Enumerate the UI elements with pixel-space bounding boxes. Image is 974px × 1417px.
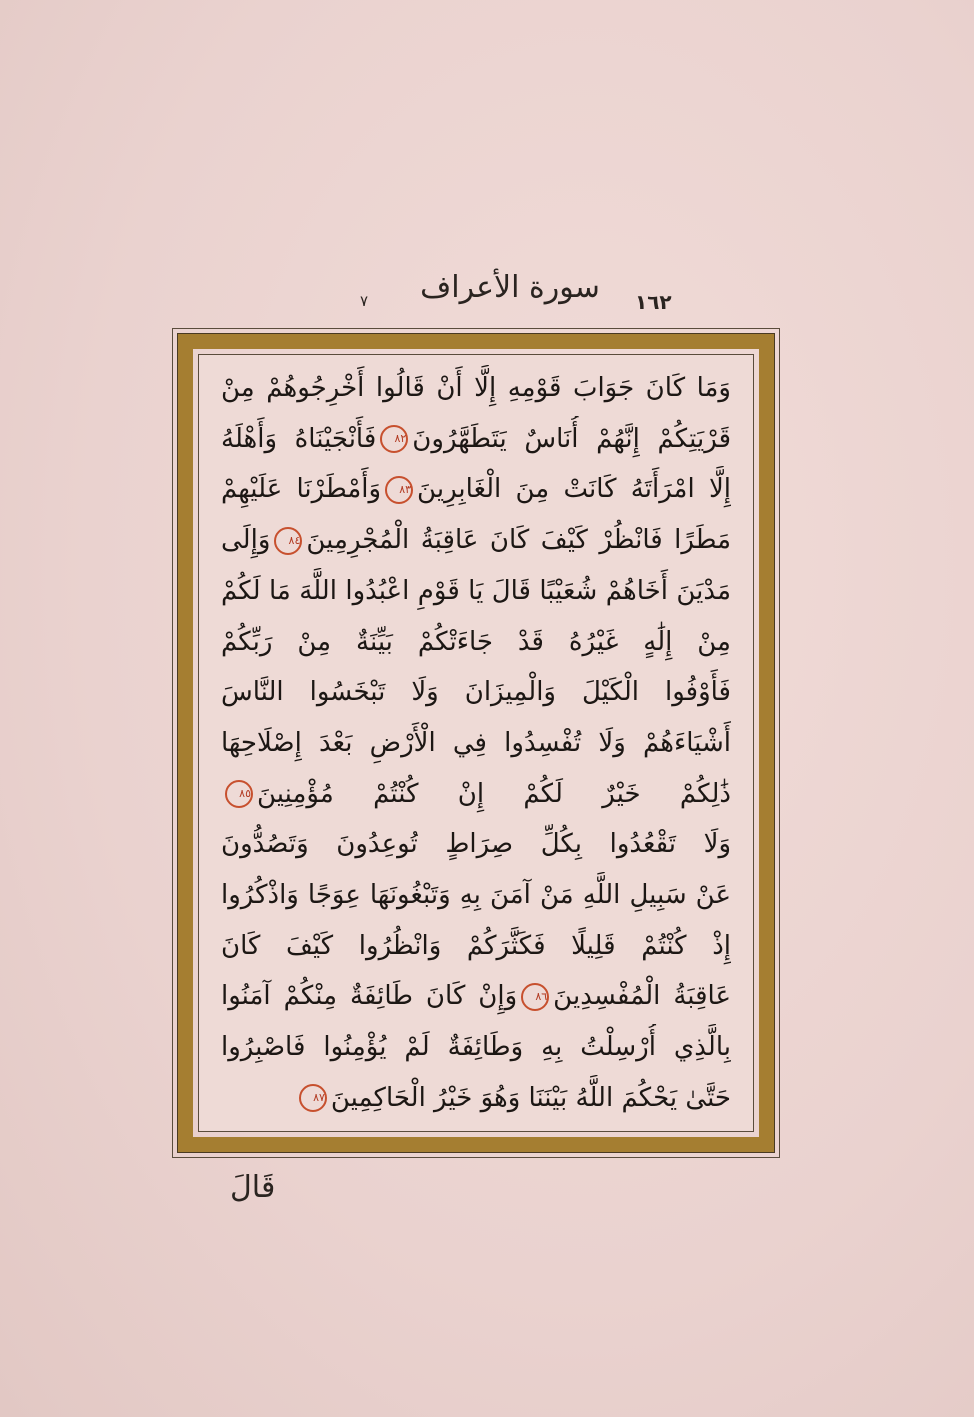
verse-text: بِالَّذِي أُرْسِلْتُ بِهِ وَطَائِفَةٌ لَمْ يُؤْمِنُوا فَاصْبِرُوا — [221, 1032, 731, 1063]
verse-text: أَشْيَاءَهُمْ وَلَا تُفْسِدُوا فِي الْأَرْضِ بَعْدَ إِصْلَاحِهَا — [221, 727, 731, 758]
verse-line — [221, 517, 731, 563]
ayah-marker-icon: ٨٦ — [521, 983, 549, 1011]
ayah-marker-icon: ٨٥ — [225, 780, 253, 808]
verse-line — [221, 821, 731, 867]
verse-text-continued: وَإِلَى — [221, 525, 271, 556]
verse-line — [221, 365, 731, 411]
ayah-marker-icon: ٨٣ — [385, 476, 413, 504]
catchword: قَالَ — [230, 1170, 276, 1205]
verse-text: إِلَّا امْرَأَتَهُ كَانَتْ مِنَ الْغَابِرِينَ — [417, 474, 731, 505]
ayah-marker-icon: ٨٢ — [380, 425, 408, 453]
verse-line — [221, 720, 731, 766]
verse-text: عَنْ سَبِيلِ اللَّهِ مَنْ آمَنَ بِهِ وَتَبْغُونَهَا عِوَجًا وَاذْكُرُوا — [221, 880, 731, 911]
verse-text: مَدْيَنَ أَخَاهُمْ شُعَيْبًا قَالَ يَا قَوْمِ اعْبُدُوا اللَّهَ مَا لَكُمْ — [221, 575, 731, 606]
text-block — [198, 354, 754, 1132]
verse-text: وَلَا تَقْعُدُوا بِكُلِّ صِرَاطٍ تُوعِدُونَ وَتَصُدُّونَ — [221, 829, 731, 860]
page-header — [180, 270, 800, 330]
verse-line — [221, 568, 731, 614]
verse-line — [221, 416, 731, 462]
verse-line — [221, 872, 731, 918]
surah-number: ٧ — [360, 292, 369, 310]
verse-text: حَتَّىٰ يَحْكُمَ اللَّهُ بَيْنَنَا وَهُوَ خَيْرُ الْحَاكِمِينَ — [330, 1082, 731, 1113]
verse-line — [221, 771, 731, 817]
verse-line — [221, 923, 731, 969]
surah-title: سورة الأعراف — [420, 270, 600, 305]
verse-line — [221, 466, 731, 512]
verse-text: عَاقِبَةُ الْمُفْسِدِينَ — [553, 981, 731, 1012]
verse-line — [221, 1075, 731, 1121]
text-frame — [172, 328, 780, 1158]
verse-text: ذَٰلِكُمْ خَيْرٌ لَكُمْ إِنْ كُنْتُمْ مُؤْمِنِينَ — [257, 778, 731, 809]
verse-text: مِنْ إِلَٰهٍ غَيْرُهُ قَدْ جَاءَتْكُمْ بَيِّنَةٌ مِنْ رَبِّكُمْ — [221, 626, 731, 657]
verse-text-continued: فَأَنْجَيْنَاهُ وَأَهْلَهُ — [221, 423, 377, 454]
verse-line — [221, 619, 731, 665]
ayah-marker-icon: ٨٤ — [274, 527, 302, 555]
verse-text: فَأَوْفُوا الْكَيْلَ وَالْمِيزَانَ وَلَا تَبْخَسُوا النَّاسَ — [221, 677, 731, 708]
gold-border — [177, 333, 775, 1153]
verse-line — [221, 973, 731, 1019]
verse-text: وَمَا كَانَ جَوَابَ قَوْمِهِ إِلَّا أَنْ قَالُوا أَخْرِجُوهُمْ مِنْ — [221, 373, 731, 403]
verse-text-continued: وَأَمْطَرْنَا عَلَيْهِمْ — [221, 474, 382, 505]
verse-text: مَطَرًا فَانْظُرْ كَيْفَ كَانَ عَاقِبَةُ الْمُجْرِمِينَ — [306, 525, 731, 556]
verse-line — [221, 1024, 731, 1070]
verse-text-continued: وَإِنْ كَانَ طَائِفَةٌ مِنْكُمْ آمَنُوا — [221, 981, 518, 1012]
verse-line — [221, 669, 731, 715]
ayah-marker-icon: ٨٧ — [299, 1084, 327, 1112]
verse-text: قَرْيَتِكُمْ إِنَّهُمْ أُنَاسٌ يَتَطَهَّرُونَ — [412, 423, 731, 454]
verse-text: إِذْ كُنْتُمْ قَلِيلًا فَكَثَّرَكُمْ وَانْظُرُوا كَيْفَ كَانَ — [221, 930, 731, 961]
page-number: ١٦٢ — [635, 290, 672, 314]
